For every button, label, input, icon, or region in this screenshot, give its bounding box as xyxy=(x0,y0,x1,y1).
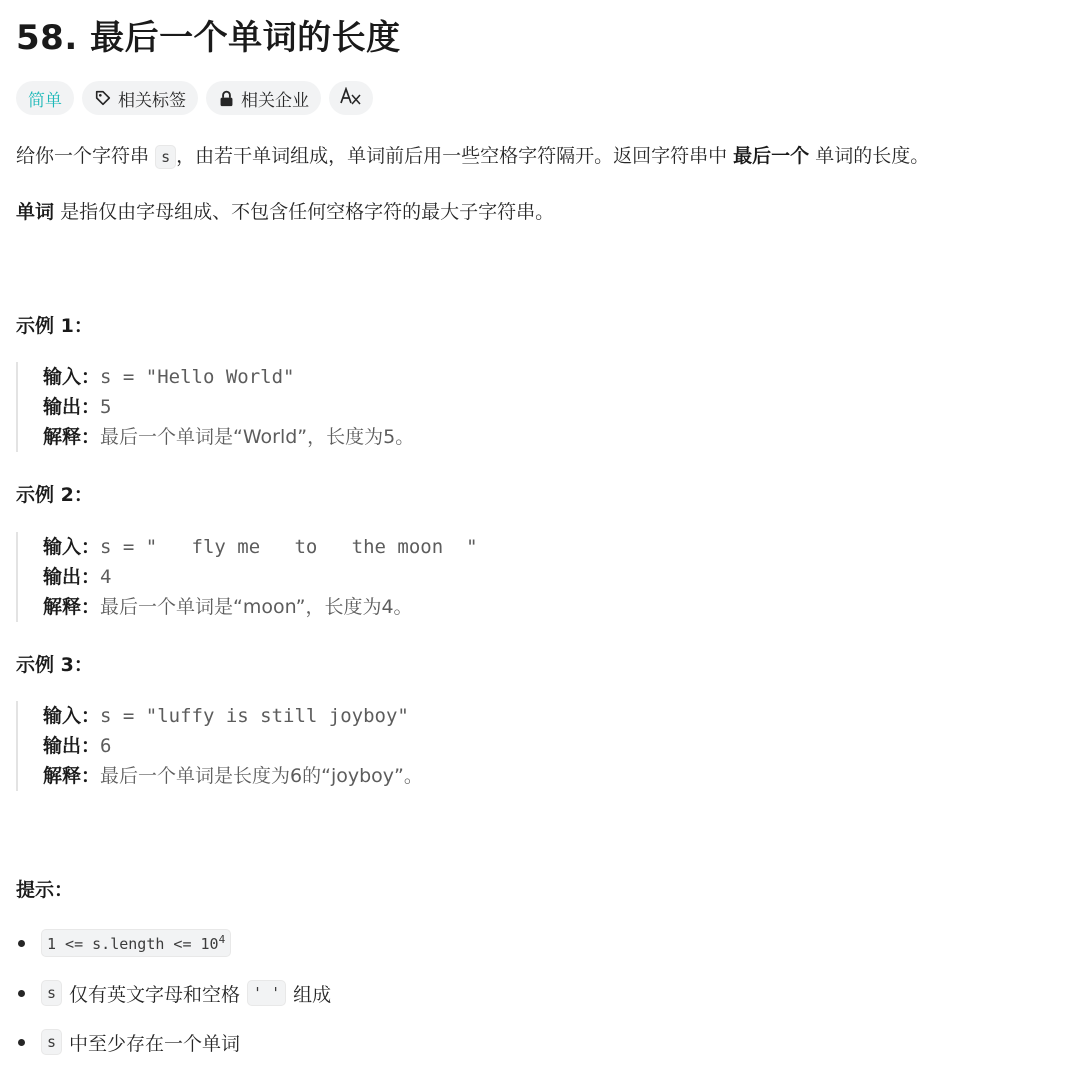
example-1-title: 示例 1： xyxy=(16,315,93,337)
tag-bar xyxy=(16,81,373,115)
inline-code: s xyxy=(155,145,176,169)
example-3-block: 输入：s = "luffy is still joyboy" 输出：6 解释：最后一个单词是长度为6的“joyboy”。 xyxy=(16,701,423,791)
description-paragraph-1: 给你一个字符串 s ，由若干单词组成，单词前后用一些空格字符隔开。返回字符串中 最后一个 单词的长度。 xyxy=(16,145,930,167)
translate-button[interactable] xyxy=(329,81,373,115)
example-2-input: s = " fly me to the moon " xyxy=(100,536,478,558)
example-2-output: 4 xyxy=(100,566,112,588)
constraint-2-code-space: ' ' xyxy=(247,980,286,1006)
bullet xyxy=(18,940,25,947)
related-companies-button[interactable] xyxy=(206,81,321,115)
bullet xyxy=(18,1039,25,1046)
difficulty-label: 简单 xyxy=(28,90,62,111)
related-tags-label: 相关标签 xyxy=(118,90,186,111)
list-item xyxy=(16,925,231,961)
example-3-output: 6 xyxy=(100,735,112,757)
constraint-3-code: s xyxy=(41,1029,62,1055)
example-1-output: 5 xyxy=(100,396,112,418)
related-tags-button[interactable] xyxy=(82,81,198,115)
example-2-title: 示例 2： xyxy=(16,484,93,506)
problem-title: 58. 最后一个单词的长度 xyxy=(16,18,401,58)
list-item: s 仅有英文字母和空格 ' ' 组成 xyxy=(16,975,331,1011)
example-3-explanation: 最后一个单词是长度为6的“joyboy”。 xyxy=(100,765,423,787)
example-2-block: 输入：s = " fly me to the moon " 输出：4 解释：最后一个单词是“moon”，长度为4。 xyxy=(16,532,478,622)
constraint-1-code: 1 <= s.length <= $10^4$ xyxy=(41,929,231,957)
difficulty-badge[interactable] xyxy=(16,81,74,115)
example-3-input: s = "luffy is still joyboy" xyxy=(100,705,409,727)
tag-icon xyxy=(94,89,112,107)
constraint-2-code: s xyxy=(41,980,62,1006)
example-1-explanation: 最后一个单词是“World”，长度为5。 xyxy=(100,426,415,448)
bullet xyxy=(18,990,25,997)
list-item: s 中至少存在一个单词 xyxy=(16,1024,240,1060)
example-1-input: s = "Hello World" xyxy=(100,366,295,388)
example-1-block: 输入：s = "Hello World" 输出：5 解释：最后一个单词是“World”，长度为5。 xyxy=(16,362,414,452)
lock-icon xyxy=(218,90,235,107)
constraints-title: 提示： xyxy=(16,879,74,901)
description-paragraph-2: 单词 是指仅由字母组成、不包含任何空格字符的最大子字符串。 xyxy=(16,201,555,223)
translate-icon xyxy=(340,87,362,110)
example-3-title: 示例 3： xyxy=(16,654,93,676)
related-companies-label: 相关企业 xyxy=(241,90,309,111)
example-2-explanation: 最后一个单词是“moon”，长度为4。 xyxy=(100,596,413,618)
